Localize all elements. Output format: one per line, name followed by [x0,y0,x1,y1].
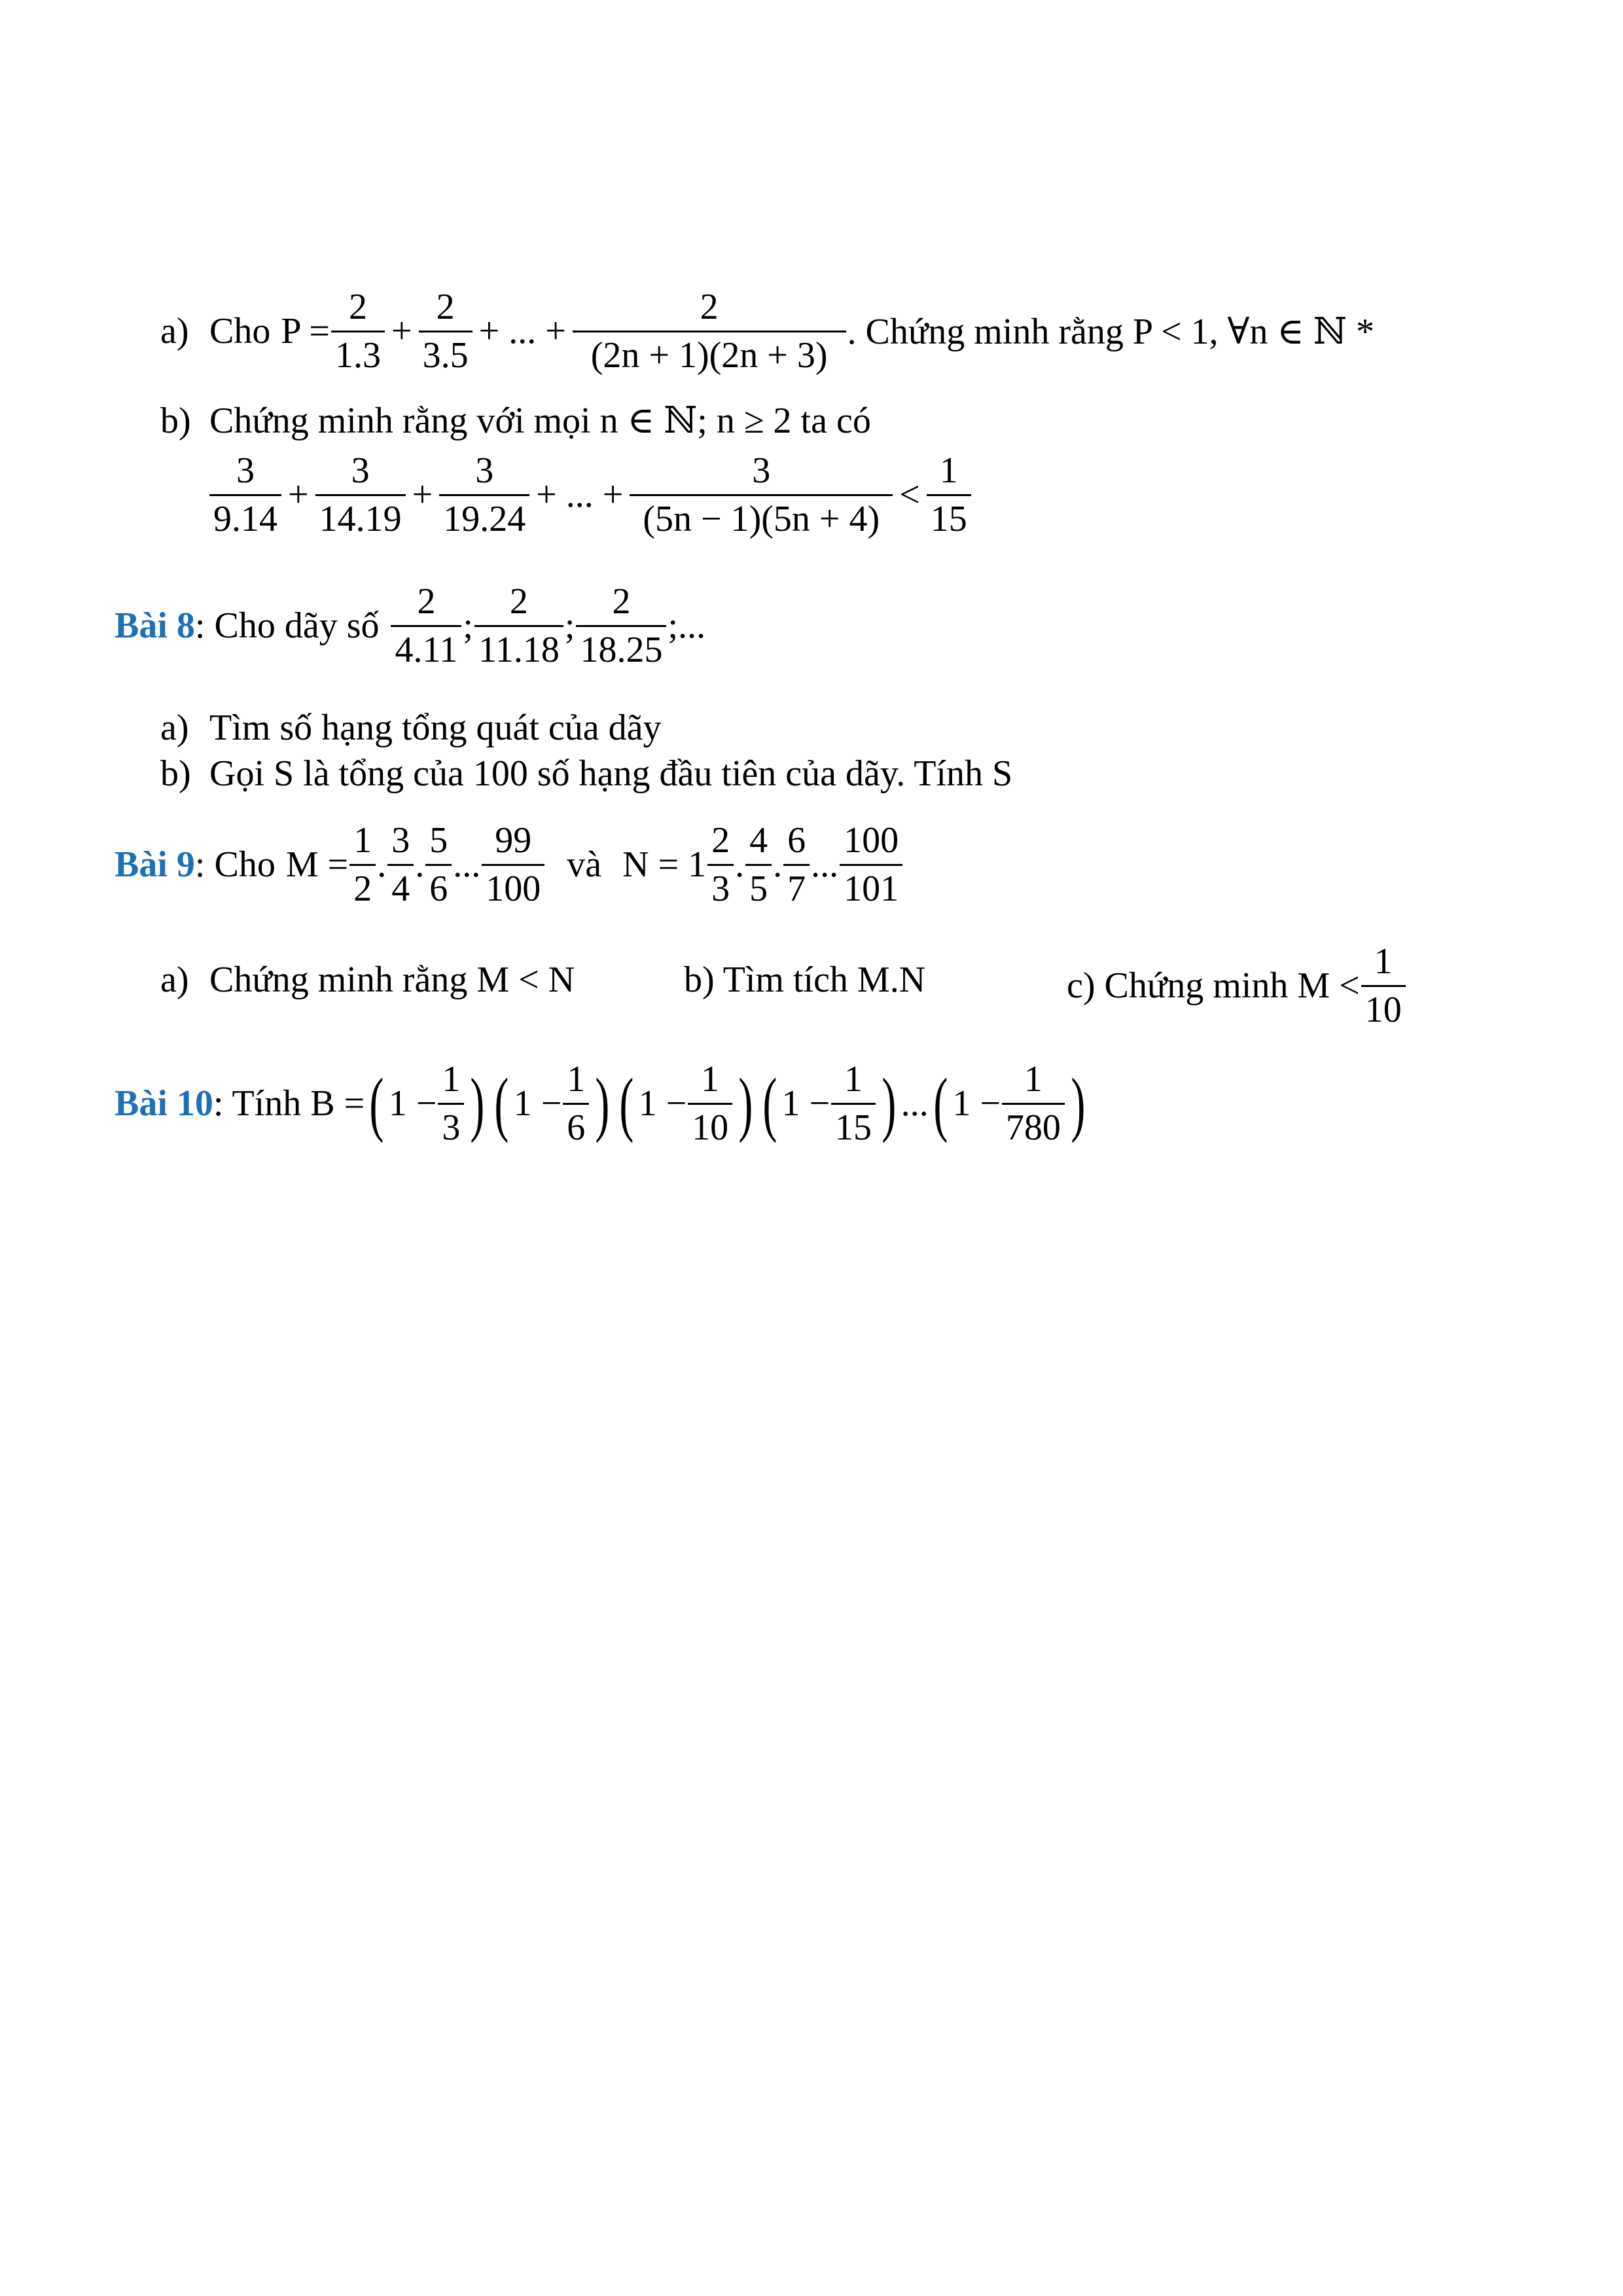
fraction: $\frac{1}{15}$ [927,452,971,539]
fraction: $\frac{2}{1.3}$ [331,288,385,375]
bai10-heading: Bài 10 [115,1083,213,1124]
bai9-b-line [684,959,925,1001]
factor: ( 1 − $\frac{1}{15}$ ) [762,1059,897,1148]
fraction: $\frac{3}{9.14}$ [209,452,281,539]
factor: ( 1 − $\frac{1}{6}$ ) [494,1059,610,1148]
bai8-a-line [160,707,662,749]
p-equals: P = [281,311,330,352]
bai9-c-line [1067,942,1407,1030]
bai9-heading: Bài 9 [115,844,195,886]
bai9-c-text: c) Chứng minh M < [1067,965,1360,1007]
item-label: a) [160,708,189,748]
fraction: $\frac{1}{2}$ [349,821,376,908]
factor: ( 1 − $\frac{1}{3}$ ) [369,1059,485,1148]
bai7-b-formula: $\frac{3}{9.14}$ + $\frac{3}{14.19}$ + $\frac{3}{19.24}$ + ... + $\frac{3}{(5n - 1)(5n + 4)}$ < $\frac{1}{15}$ [208,452,972,539]
fraction: $\frac{3}{14.19}$ [315,452,406,539]
bai9-intro: : Cho [194,844,276,886]
bai8-line: Bài 8 : Cho dãy số $\frac{2}{4.11}$ ; $\frac{2}{11.18}$ ; $\frac{2}{18.25}$ ;... [115,581,706,670]
bai8-b-text: Gọi S là tổng của 100 số hạng đầu tiên của dãy. Tính S [209,753,1013,794]
fraction: $\frac{1}{10}$ [1361,942,1406,1030]
bai7-a-line: a) Cho P = $\frac{2}{1.3}$ + $\frac{2}{3.5}$ + ... + $\frac{2}{(2n + 1)(2n + 3)}$ . Chứng minh rằng P < 1, ∀n ∈ ℕ * [160,287,1374,376]
bai8-a-text: Tìm số hạng tổng quát của dãy [209,708,662,748]
fraction: $\frac{5}{6}$ [425,821,452,908]
bai10-intro: : Tính B = [213,1083,365,1124]
fraction: $\frac{3}{4}$ [387,821,414,908]
item-label: b) [160,753,191,794]
bai7-b-text: Chứng minh rằng với mọi n ∈ ℕ; n ≥ 2 ta có [209,401,871,441]
bai8-heading: Bài 8 [115,605,195,647]
fraction: $\frac{4}{5}$ [745,821,772,908]
factor: ( 1 − $\frac{1}{10}$ ) [619,1059,753,1148]
fraction: $\frac{2}{(2n + 1)(2n + 3)}$ [573,288,846,375]
fraction: $\frac{2}{11.18}$ [474,583,563,670]
fraction: $\frac{3}{(5n - 1)(5n + 4)}$ [630,452,893,539]
fraction: $\frac{2}{3}$ [707,821,734,908]
fraction: $\frac{100}{101}$ [840,821,902,908]
bai7-a-tail: . Chứng minh rằng P < 1, ∀n ∈ ℕ * [847,311,1374,352]
item-label: a) [160,311,189,352]
fraction: $\frac{99}{100}$ [482,821,544,908]
bai9-line: Bài 9 : Cho M = $\frac{1}{2}$ . $\frac{3}{4}$ . $\frac{5}{6}$ ... $\frac{99}{100}$ và N = 1 $\frac{2}{3}$ . $\frac{4}{5}$ . $\frac{6}{7}$ ... $\frac{100}{101}$ [115,821,904,908]
fraction: $\frac{2}{4.11}$ [391,583,461,670]
item-label: b) [160,400,191,441]
bai9-a-line [160,959,575,1001]
fraction: $\frac{2}{18.25}$ [576,583,666,670]
fraction: $\frac{6}{7}$ [783,821,810,908]
item-label: a) [160,960,189,1000]
fraction: $\frac{3}{19.24}$ [439,452,529,539]
bai9-a-text: Chứng minh rằng M < N [209,960,575,1000]
bai10-line: Bài 10 : Tính B = ( 1 − $\frac{1}{3}$ ) ( 1 − $\frac{1}{6}$ ) ( 1 − $\frac{1}{10}$ ) ( 1 − $\frac{1}{15}$ ) ... ( 1 − $\frac{1}{780}$ ) [115,1060,1090,1147]
bai7-b-line [160,399,871,442]
cho-text: Cho [209,311,271,352]
bai8-intro: : Cho dãy số [194,605,380,647]
bai8-b-line [160,753,1012,795]
fraction: $\frac{2}{3.5}$ [419,288,473,375]
bai9-b-text: b) Tìm tích M.N [684,960,926,1000]
factor: ( 1 − $\frac{1}{780}$ ) [933,1059,1086,1148]
